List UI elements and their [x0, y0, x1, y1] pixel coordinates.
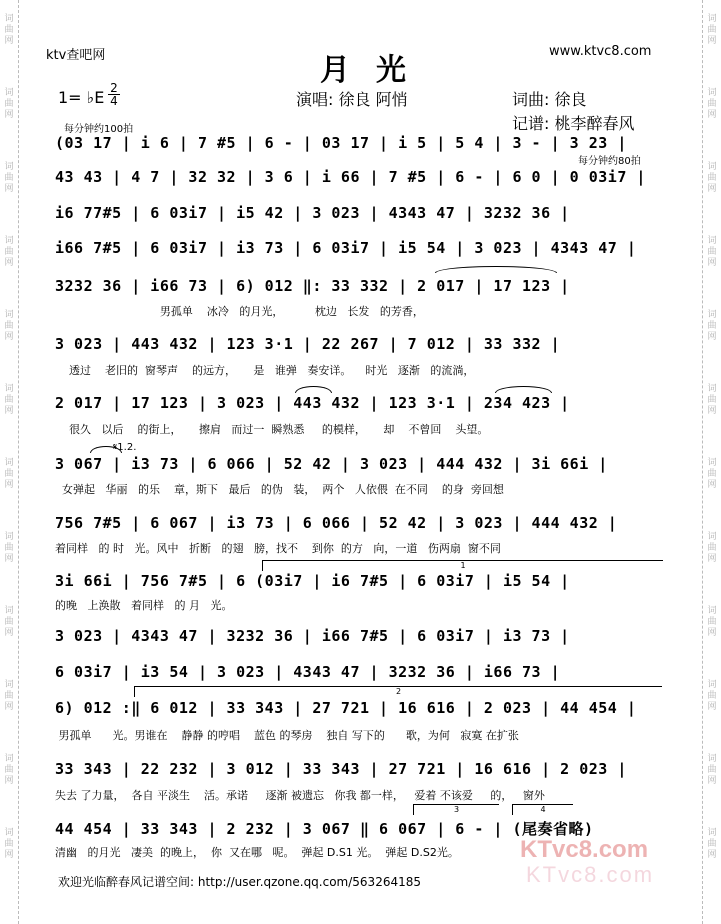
margin-mark: 词曲网	[4, 532, 14, 564]
margin-mark: 词曲网	[707, 310, 717, 342]
notation-row: 6) 012 :‖ 6 012 | 33 343 | 27 721 | 16 616 | 2 023 | 44 454 |	[55, 699, 637, 717]
composer-credit: 词曲: 徐良	[512, 90, 587, 109]
margin-mark: 词曲网	[4, 236, 14, 268]
margin-mark: 词曲网	[4, 88, 14, 120]
notation-row: (03 17 | i 6 | 7 #5 | 6 - | 03 17 | i 5 | 5 4 | 3 - | 3 23 |	[55, 134, 627, 152]
watermark-logo: KTvc8.com	[520, 836, 649, 863]
notation-row: 3 023 | 4343 47 | 3232 36 | i66 7#5 | 6 03i7 | i3 73 |	[55, 627, 570, 645]
song-title: 月光	[320, 53, 432, 88]
lyric-row: 着同样 的 时 光。风中 折断 的翅 膀，找不 到你 的方 向，一道 伤两扇 窗不同	[55, 542, 501, 555]
notation-row: 3i 66i | 756 7#5 | 6 (03i7 | i6 7#5 | 6 03i7 | i5 54 |	[55, 572, 570, 590]
tempo-mark: 每分钟约100拍	[64, 124, 134, 135]
watermark-logo-faint: KTvc8.com	[526, 862, 655, 887]
margin-mark: 词曲网	[707, 754, 717, 786]
margin-mark: 词曲网	[707, 606, 717, 638]
notation-row: 6 03i7 | i3 54 | 3 023 | 4343 47 | 3232 36 | i66 73 |	[55, 663, 561, 681]
notation-row: 33 343 | 22 232 | 3 012 | 33 343 | 27 721 | 16 616 | 2 023 |	[55, 760, 627, 778]
margin-mark: 词曲网	[4, 14, 14, 46]
lyric-row: 女弹起 华丽 的乐 章，斯下 最后 的伪 装， 两个 人依偎 在不同 的身 旁回想	[55, 483, 504, 496]
notation-row: 2 017 | 17 123 | 3 023 | 443 432 | 123 3·1 | 234 423 |	[55, 394, 570, 412]
margin-mark: 词曲网	[707, 14, 717, 46]
margin-mark: 词曲网	[4, 754, 14, 786]
margin-mark: 词曲网	[707, 236, 717, 268]
volta-bracket: 1	[262, 560, 663, 571]
margin-mark: 词曲网	[707, 384, 717, 416]
volta-bracket: 2	[134, 686, 662, 697]
lyric-row: 失去 了力量， 各自 平淡生 活。承诺 逐渐 被遗忘 你我 都一样， 爱着 不该爱 的， 窗外	[55, 789, 545, 802]
time-signature	[108, 82, 120, 107]
margin-mark: 词曲网	[707, 88, 717, 120]
notation-row: i6 77#5 | 6 03i7 | i5 42 | 3 023 | 4343 47 | 3232 36 |	[55, 204, 570, 222]
right-margin-strip	[702, 0, 721, 924]
lyric-row: 男孤单 光。男谁在 静静 的哼唱 蓝色 的琴房 独自 写下的 歌，为何 寂寞 在扩张	[55, 729, 519, 742]
key-signature: 1= ♭E	[58, 88, 105, 107]
lyric-row: 清幽 的月光 凄美 的晚上， 你 又在哪 呢。 弹起 D.S1 光。 弹起 D.S2光。	[55, 846, 459, 859]
margin-mark: 词曲网	[707, 680, 717, 712]
left-margin-strip	[0, 0, 19, 924]
margin-mark: 词曲网	[4, 680, 14, 712]
singer-credit: 演唱: 徐良 阿悄	[296, 90, 408, 109]
margin-mark: 词曲网	[4, 828, 14, 860]
notation-row: i66 7#5 | 6 03i7 | i3 73 | 6 03i7 | i5 54 | 3 023 | 4343 47 |	[55, 239, 637, 257]
margin-mark: 词曲网	[707, 458, 717, 490]
site-name-left: ktv查吧网	[46, 48, 106, 63]
notation-row: 3 023 | 443 432 | 123 3·1 | 22 267 | 7 012 | 33 332 |	[55, 335, 561, 353]
notation-row: 44 454 | 33 343 | 2 232 | 3 067 ‖ 6 067 | 6 - | (尾奏省略)	[55, 820, 594, 838]
volta-bracket: 3	[413, 804, 499, 815]
meter-top: 2	[110, 81, 118, 95]
lyric-row: 男孤单 冰冷 的月光， 枕边 长发 的芳香，	[55, 305, 424, 318]
volta-bracket: 4	[512, 804, 573, 815]
margin-mark: 词曲网	[707, 532, 717, 564]
notation-row: 3232 36 | i66 73 | 6) 012 ‖: 33 332 | 2 017 | 17 123 |	[55, 277, 570, 295]
transcriber-credit: 记谱: 桃李醉春风	[512, 114, 635, 133]
margin-mark: 词曲网	[707, 162, 717, 194]
tie-slur	[495, 386, 552, 393]
margin-mark: 词曲网	[707, 828, 717, 860]
notation-row: 3 067 | i3 73 | 6 066 | 52 42 | 3 023 | 444 432 | 3i 66i |	[55, 455, 608, 473]
margin-mark: 词曲网	[4, 458, 14, 490]
segno-mark: 𝄋1.2.	[113, 442, 137, 453]
site-url-right: www.ktvc8.com	[549, 44, 652, 59]
notation-row: 43 43 | 4 7 | 32 32 | 3 6 | i 66 | 7 #5 | 6 - | 6 0 | 0 03i7 |	[55, 168, 646, 186]
margin-mark: 词曲网	[4, 384, 14, 416]
lyric-row: 很久 以后 的街上， 擦肩 而过一 瞬熟悉 的模样， 却 不曾回 头望。	[55, 423, 489, 436]
notation-row: 756 7#5 | 6 067 | i3 73 | 6 066 | 52 42 | 3 023 | 444 432 |	[55, 514, 618, 532]
lyric-row: 的晚 上涣散 着同样 的 月 光。	[55, 599, 233, 612]
footer-note: 欢迎光临醉春风记谱空间: http://user.qzone.qq.com/563264185	[58, 875, 422, 889]
lyric-row: 透过 老旧的 窗琴声 的远方， 是 谁弹 奏安详。 时光 逐渐 的流淌，	[55, 364, 475, 377]
margin-mark: 词曲网	[4, 606, 14, 638]
meter-bottom: 4	[110, 94, 118, 108]
tie-slur	[295, 386, 332, 393]
tie-slur	[435, 266, 557, 273]
margin-mark: 词曲网	[4, 162, 14, 194]
margin-mark: 词曲网	[4, 310, 14, 342]
tempo-mark: 每分钟约80拍	[578, 156, 641, 167]
